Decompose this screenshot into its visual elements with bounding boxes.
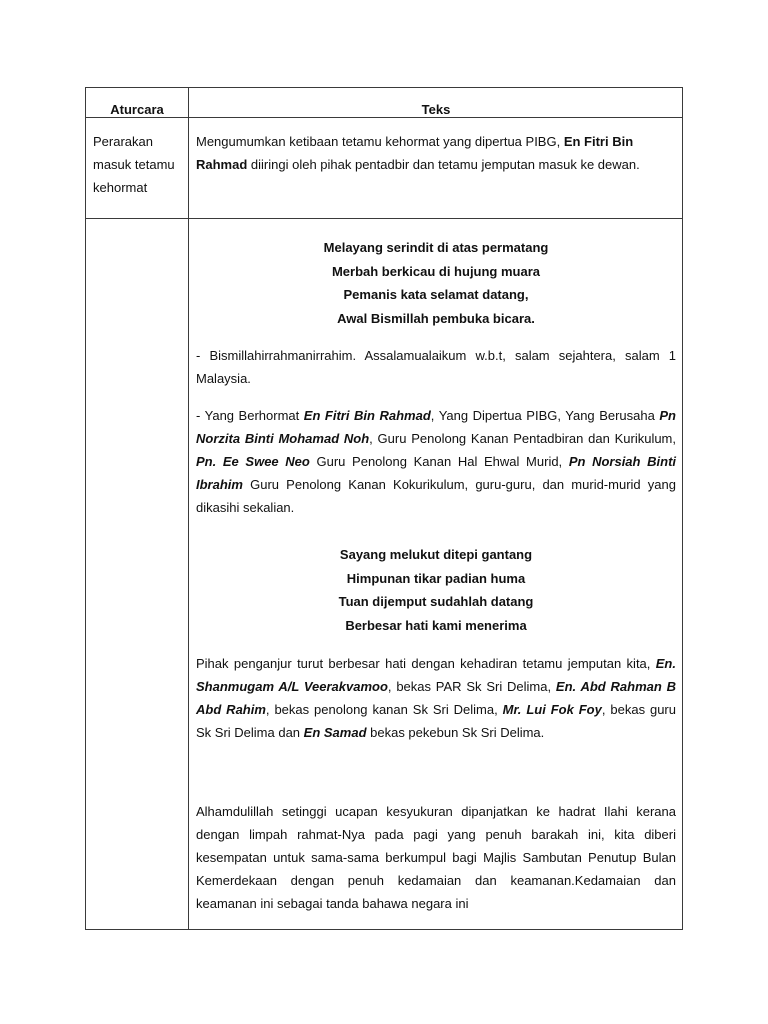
pantun-welcome [196, 236, 676, 330]
header-aturcara: Aturcara [110, 102, 164, 117]
guest-name: Pn Norsiah Binti Ibrahim [196, 454, 677, 492]
guest-name: En. Abd Rahman B Abd Rahim [196, 679, 676, 717]
guest-name: Pn Norzita Binti Mohamad Noh [196, 408, 676, 446]
guest-name: En. Shanmugam A/L Veerakvamoo [196, 656, 676, 694]
guests-text: , bekas guru Sk Sri Delima dan [196, 702, 676, 740]
guests-paragraph [196, 652, 676, 744]
greeting-paragraph [196, 404, 676, 519]
greeting-text: Guru Penolong Kanan Kokurikulum, guru-guru, dan murid-murid yang dikasihi sekalian. [196, 477, 676, 515]
greeting-text: - Yang Berhormat [196, 408, 304, 423]
salam-paragraph: - Bismillahirrahmanirrahim. Assalamualaikum w.b.t, salam sejahtera, salam 1 Malaysia. [196, 348, 676, 386]
pantun-line: Awal Bismillah pembuka bicara. [337, 310, 535, 326]
guest-name: En Samad [303, 725, 367, 740]
intro-text [196, 130, 676, 176]
greeting-text: , Guru Penolong Kanan Pentadbiran dan Kurikulum, [369, 431, 676, 446]
pantun-line: Tuan dijemput sudahlah datang [338, 594, 534, 609]
guests-text: , bekas penolong kanan Sk Sri Delima, [265, 702, 503, 717]
program-table [85, 87, 683, 930]
guest-name: En Fitri Bin Rahmad [303, 408, 431, 423]
guest-name: Pn. Ee Swee Neo [196, 454, 310, 469]
aturcara-cell: Perarakan masuk tetamu kehormat [93, 134, 175, 195]
pantun-invite [196, 543, 676, 637]
guests-text: , bekas PAR Sk Sri Delima, [387, 679, 556, 694]
intro-text-pre: Mengumumkan ketibaan tetamu kehormat yang dipertua PIBG, [196, 134, 564, 149]
closing-paragraph: Alhamdulillah setinggi ucapan kesyukuran dipanjatkan ke hadrat Ilahi kerana dengan limpah rahmat-Nya pada pagi yang penuh barakah ini, kita diberi kesempatan untuk sama-sama berkumpul bagi Majlis Sambutan Penutup Bulan Kemerdekaan dengan penuh kedamaian dan keamanan.Kedamaian dan keamanan ini sebagai tanda bahawa negara ini [196, 804, 676, 911]
pantun-line: Berbesar hati kami menerima [345, 617, 527, 633]
greeting-text: , Yang Dipertua PIBG, Yang Berusaha [430, 408, 660, 423]
guest-name: Mr. Lui Fok Foy [502, 702, 602, 717]
guests-text: Pihak penganjur turut berbesar hati dengan kehadiran tetamu jemputan kita, [196, 656, 656, 671]
guests-text: bekas pekebun Sk Sri Delima. [366, 725, 545, 740]
pantun-line: Melayang serindit di atas permatang [323, 240, 549, 255]
column-divider [188, 88, 189, 929]
pantun-line: Merbah berkicau di hujung muara [331, 263, 541, 279]
greeting-text: Guru Penolong Kanan Hal Ehwal Murid, [309, 454, 569, 469]
speech-cell [196, 236, 676, 915]
header-teks: Teks [421, 102, 451, 117]
pantun-line: Pemanis kata selamat datang, [343, 287, 529, 302]
dipertua-name: En Fitri Bin Rahmad [196, 134, 634, 172]
pantun-line: Himpunan tikar padian huma [346, 570, 526, 586]
intro-text-post: diiringi oleh pihak pentadbir dan tetamu jemputan masuk ke dewan. [247, 157, 640, 172]
header-row-divider [86, 117, 682, 118]
row-divider [86, 218, 682, 219]
pantun-line: Sayang melukut ditepi gantang [339, 547, 533, 562]
